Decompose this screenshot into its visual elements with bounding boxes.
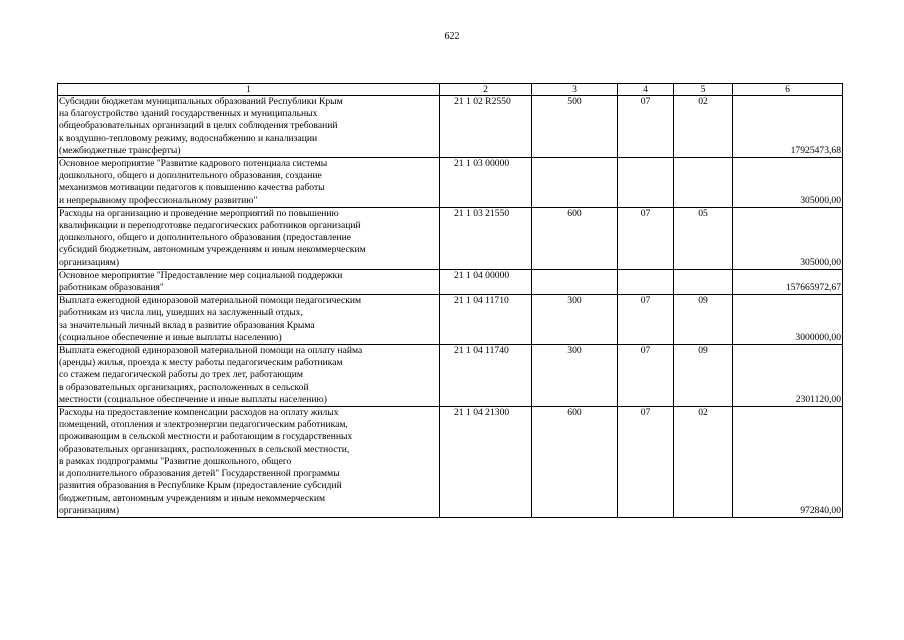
row-description: Выплата ежегодной единоразовой материальной помощи на оплату найма (аренды) жилья, проезда к месту работы педагогическим работникам со стажем педагогической работы до трех лет, работающим в образовательных организациях, расположенных в сельской местности (социальное обеспечение и иные выплаты населению) xyxy=(58,345,440,407)
row-col4 xyxy=(618,158,674,208)
row-description: Основное мероприятие "Предоставление мер социальной поддержки работникам образования" xyxy=(58,269,440,294)
row-amount: 157665972,67 xyxy=(733,269,843,294)
row-col4: 07 xyxy=(618,345,674,407)
header-cell-2: 2 xyxy=(440,84,532,96)
row-col5: 02 xyxy=(674,96,733,158)
row-col3 xyxy=(532,269,618,294)
header-cell-4: 4 xyxy=(618,84,674,96)
row-col4: 07 xyxy=(618,295,674,345)
row-col4: 07 xyxy=(618,207,674,269)
row-amount: 305000,00 xyxy=(733,207,843,269)
header-cell-6: 6 xyxy=(733,84,843,96)
row-col3 xyxy=(532,158,618,208)
table-row xyxy=(58,158,843,208)
header-cell-3: 3 xyxy=(532,84,618,96)
row-amount: 305000,00 xyxy=(733,158,843,208)
row-target-code: 21 1 04 21300 xyxy=(440,407,532,518)
row-col5: 02 xyxy=(674,407,733,518)
table-header-row xyxy=(58,84,843,96)
row-target-code: 21 1 04 11710 xyxy=(440,295,532,345)
row-col5: 09 xyxy=(674,295,733,345)
row-amount: 3000000,00 xyxy=(733,295,843,345)
row-amount: 972840,00 xyxy=(733,407,843,518)
table-row xyxy=(58,207,843,269)
row-description: Субсидии бюджетам муниципальных образований Республики Крым на благоустройство зданий государственных и муниципальных общеобразовательных организаций в целях соблюдения требований к воздушно-тепловому режиму, водоснабжению и канализации (межбюджетные трансферты) xyxy=(58,96,440,158)
row-description: Выплата ежегодной единоразовой материальной помощи педагогическим работникам из числа лиц, ушедших на заслуженный отдых, за значительный личный вклад в развитие образования Крыма (социальное обеспечение и иные выплаты населению) xyxy=(58,295,440,345)
header-cell-5: 5 xyxy=(674,84,733,96)
page-number: 622 xyxy=(444,31,460,42)
row-col5: 05 xyxy=(674,207,733,269)
row-col4 xyxy=(618,269,674,294)
row-col3: 500 xyxy=(532,96,618,158)
row-target-code: 21 1 04 11740 xyxy=(440,345,532,407)
row-target-code: 21 1 02 R2550 xyxy=(440,96,532,158)
row-col3: 300 xyxy=(532,345,618,407)
row-target-code: 21 1 03 00000 xyxy=(440,158,532,208)
row-description: Расходы на предоставление компенсации расходов на оплату жилых помещений, отопления и электроэнергии педагогическим работникам, проживающим в сельской местности и работающим в государственных образовательных организациях, расположенных в сельской местности, в рамках подпрограммы "Развитие дошкольного, общего и дополнительного образования детей" Государственной программы развития образования в Республике Крым (предоставление субсидий бюджетным, автономным учреждениям и иным некоммерческим организациям) xyxy=(58,407,440,518)
row-target-code: 21 1 03 21550 xyxy=(440,207,532,269)
row-col5 xyxy=(674,158,733,208)
row-amount: 17925473,68 xyxy=(733,96,843,158)
budget-table xyxy=(57,83,843,518)
row-description: Основное мероприятие "Развитие кадрового потенциала системы дошкольного, общего и дополнительного образования, создание механизмов мотивации педагогов к повышению качества работы и непрерывному профессиональному развитию" xyxy=(58,158,440,208)
table-row xyxy=(58,345,843,407)
row-col4: 07 xyxy=(618,96,674,158)
row-col3: 600 xyxy=(532,407,618,518)
row-col4: 07 xyxy=(618,407,674,518)
table-row xyxy=(58,295,843,345)
row-col3: 300 xyxy=(532,295,618,345)
row-col5 xyxy=(674,269,733,294)
row-amount: 2301120,00 xyxy=(733,345,843,407)
row-col5: 09 xyxy=(674,345,733,407)
table-row xyxy=(58,96,843,158)
table-row xyxy=(58,407,843,518)
table-row xyxy=(58,269,843,294)
row-target-code: 21 1 04 00000 xyxy=(440,269,532,294)
row-description: Расходы на организацию и проведение мероприятий по повышению квалификации и переподготовке педагогических работников организаций дошкольного, общего и дополнительного образования (предоставление субсидий бюджетным, автономным учреждениям и иным некоммерческим организациям) xyxy=(58,207,440,269)
row-col3: 600 xyxy=(532,207,618,269)
header-cell-1: 1 xyxy=(58,84,440,96)
